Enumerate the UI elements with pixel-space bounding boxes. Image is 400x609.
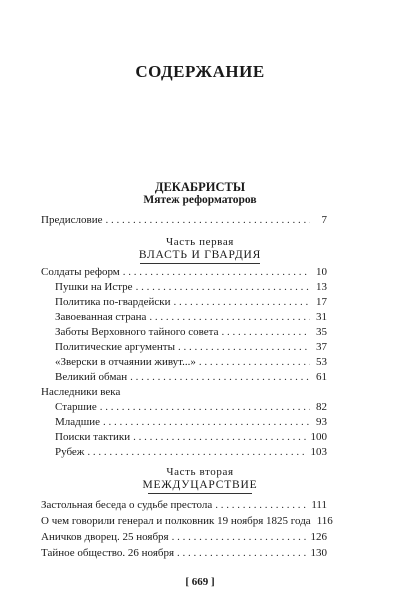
toc-entry-page: 61 (316, 371, 327, 383)
leader-dots (100, 399, 310, 415)
toc-entry-label: Предисловие (41, 214, 103, 226)
toc-entry-page: 116 (316, 515, 333, 527)
toc-entry-page: 53 (316, 356, 327, 368)
toc-entry-label: Поиски тактики (55, 431, 131, 443)
leader-dots (106, 212, 311, 228)
toc-entry-preface[interactable] (41, 212, 327, 228)
toc-entry[interactable] (55, 279, 327, 295)
toc-entry-page: 126 (310, 531, 327, 543)
toc-entry[interactable] (41, 529, 327, 545)
part-title: ВЛАСТЬ И ГВАРДИЯ (138, 249, 262, 261)
part-label: Часть первая (166, 236, 234, 248)
toc-entry-page: 100 (310, 431, 327, 443)
toc-entry-label: «Зверски в отчаянии живут...» (55, 356, 196, 368)
leader-dots (136, 279, 310, 295)
toc-entry[interactable] (55, 399, 327, 415)
part-title: МЕЖДУЦАРСТВИЕ (142, 479, 258, 491)
toc-entry-page: 82 (316, 401, 327, 413)
section-title: ДЕКАБРИСТЫ (154, 180, 246, 194)
leader-dots (130, 369, 310, 385)
toc-entry-page: 93 (316, 416, 327, 428)
toc-entry[interactable] (55, 324, 327, 340)
toc-entry-page: 37 (316, 341, 327, 353)
toc-entry[interactable] (41, 513, 333, 529)
toc-entry[interactable] (55, 309, 327, 325)
toc-entry-label: О чем говорили генерал и полковник 19 ноября 1825 года (41, 515, 311, 527)
leader-dots (177, 545, 307, 561)
section-subtitle: Мятеж реформаторов (143, 194, 257, 206)
toc-entry-page: 31 (316, 311, 327, 323)
leader-dots (199, 354, 310, 370)
leader-dots (133, 429, 307, 445)
toc-entry-page: 103 (310, 446, 327, 458)
toc-entry-label: Солдаты реформ (41, 266, 120, 278)
toc-entry[interactable] (55, 444, 327, 460)
leader-dots (103, 414, 310, 430)
toc-entry-label: Старшие (55, 401, 97, 413)
leader-dots (221, 324, 310, 340)
leader-dots (174, 294, 310, 310)
toc-entry-label: Тайное общество. 26 ноября (41, 547, 175, 559)
leader-dots (178, 339, 310, 355)
toc-entry[interactable] (55, 429, 327, 445)
leader-dots (149, 309, 310, 325)
toc-entry[interactable] (55, 339, 327, 355)
toc-entry[interactable] (41, 497, 327, 513)
toc-entry-page: 7 (321, 214, 327, 226)
toc-entry-page: 10 (316, 266, 327, 278)
toc-entry[interactable] (55, 294, 327, 310)
toc-entry-label: Политические аргументы (55, 341, 175, 353)
toc-entry-label: Рубеж (55, 446, 85, 458)
leader-dots (87, 444, 307, 460)
toc-entry-label: Наследники века (41, 386, 121, 398)
toc-entry-page: 111 (311, 499, 327, 511)
part-title-underline (148, 493, 252, 494)
toc-entry-page: 17 (316, 296, 327, 308)
toc-entry-page: 35 (316, 326, 327, 338)
toc-entry-label: Аничков дворец. 25 ноября (41, 531, 169, 543)
leader-dots (123, 264, 310, 280)
toc-entry[interactable] (55, 354, 327, 370)
toc-entry-label: Заботы Верховного тайного совета (55, 326, 219, 338)
toc-entry-label: Завоеванная страна (55, 311, 147, 323)
toc-entry-group[interactable] (41, 384, 120, 400)
toc-entry-label: Застольная беседа о судьбе престола (41, 499, 213, 511)
toc-entry[interactable] (55, 414, 327, 430)
leader-dots (215, 497, 308, 513)
toc-entry-label: Младшие (55, 416, 100, 428)
toc-entry-group[interactable] (41, 264, 327, 280)
page-number: [ 669 ] (185, 576, 215, 588)
toc-entry[interactable] (41, 545, 327, 561)
toc-entry-label: Великий обман (55, 371, 128, 383)
part-label: Часть вторая (166, 466, 234, 478)
toc-entry-page: 130 (310, 547, 327, 559)
toc-entry-page: 13 (316, 281, 327, 293)
toc-entry[interactable] (55, 369, 327, 385)
page-title: СОДЕРЖАНИЕ (135, 62, 265, 81)
toc-entry-label: Пушки на Истре (55, 281, 133, 293)
toc-entry-label: Политика по-гвардейски (55, 296, 171, 308)
leader-dots (172, 529, 308, 545)
